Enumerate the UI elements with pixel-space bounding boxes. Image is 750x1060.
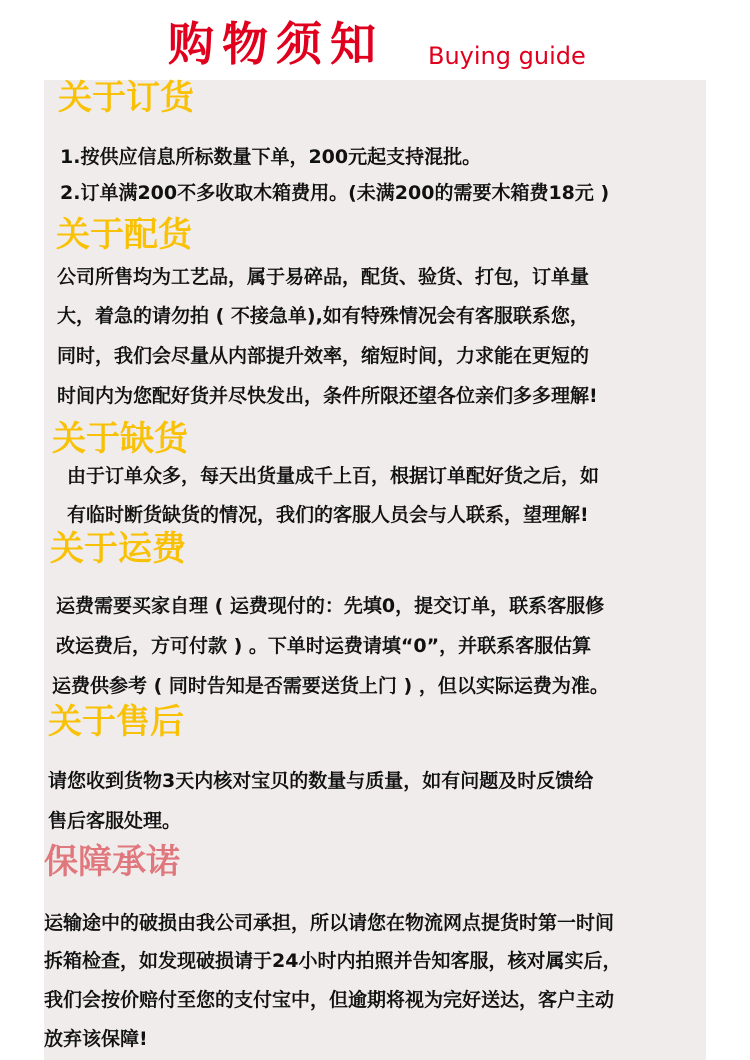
aftersales-line-1: 请您收到货物3天内核对宝贝的数量与质量，如有问题及时反馈给 [48,770,594,792]
aftersales-line-2: 售后客服处理。 [48,810,182,832]
stockout-line-1: 由于订单众多，每天出货量成千上百，根据订单配好货之后，如 [67,465,600,487]
shipping-line-1: 运费需要买家自理 ( 运费现付的：先填0，提交订单，联系客服修 [56,595,605,617]
allocation-line-1: 公司所售均为工艺品，属于易碎品，配货、验货、打包，订单量 [57,266,590,288]
section-heading-allocation: 关于配货 [56,215,192,255]
page-title: 购物须知 [168,17,384,71]
allocation-line-3: 同时，我们会尽量从内部提升效率，缩短时间，力求能在更短的 [57,345,590,367]
stockout-line-2: 有临时断货缺货的情况，我们的客服人员会与人联系，望理解! [67,504,589,526]
shipping-line-3: 运费供参考 ( 同时告知是否需要送货上门 ) ，但以实际运费为准。 [52,675,609,697]
section-heading-stockout: 关于缺货 [52,419,188,459]
page-subtitle: Buying guide [428,42,586,70]
guarantee-line-1: 运输途中的破损由我公司承担，所以请您在物流网点提货时第一时间 [44,912,615,934]
section-heading-guarantee: 保障承诺 [44,842,180,882]
section-heading-shipping: 关于运费 [50,529,186,569]
shipping-line-2: 改运费后，方可付款 ) 。下单时运费请填“0”，并联系客服估算 [56,635,592,657]
guarantee-line-3: 我们会按价赔付至您的支付宝中，但逾期将视为完好送达，客户主动 [44,989,615,1011]
guarantee-line-4: 放弃该保障! [44,1028,148,1050]
section-heading-ordering: 关于订货 [58,78,194,118]
allocation-line-4: 时间内为您配好货并尽快发出，条件所限还望各位亲们多多理解! [57,385,598,407]
ordering-line-1: 1.按供应信息所标数量下单，200元起支持混批。 [60,146,482,168]
section-heading-aftersales: 关于售后 [48,702,184,742]
guarantee-line-2: 拆箱检查，如发现破损请于24小时内拍照并告知客服，核对属实后， [44,950,622,972]
allocation-line-2: 大，着急的请勿拍 ( 不接急单),如有特殊情况会有客服联系您， [57,305,589,327]
ordering-line-2: 2.订单满200不多收取木箱费用。(未满200的需要木箱费18元 ) [60,182,610,204]
